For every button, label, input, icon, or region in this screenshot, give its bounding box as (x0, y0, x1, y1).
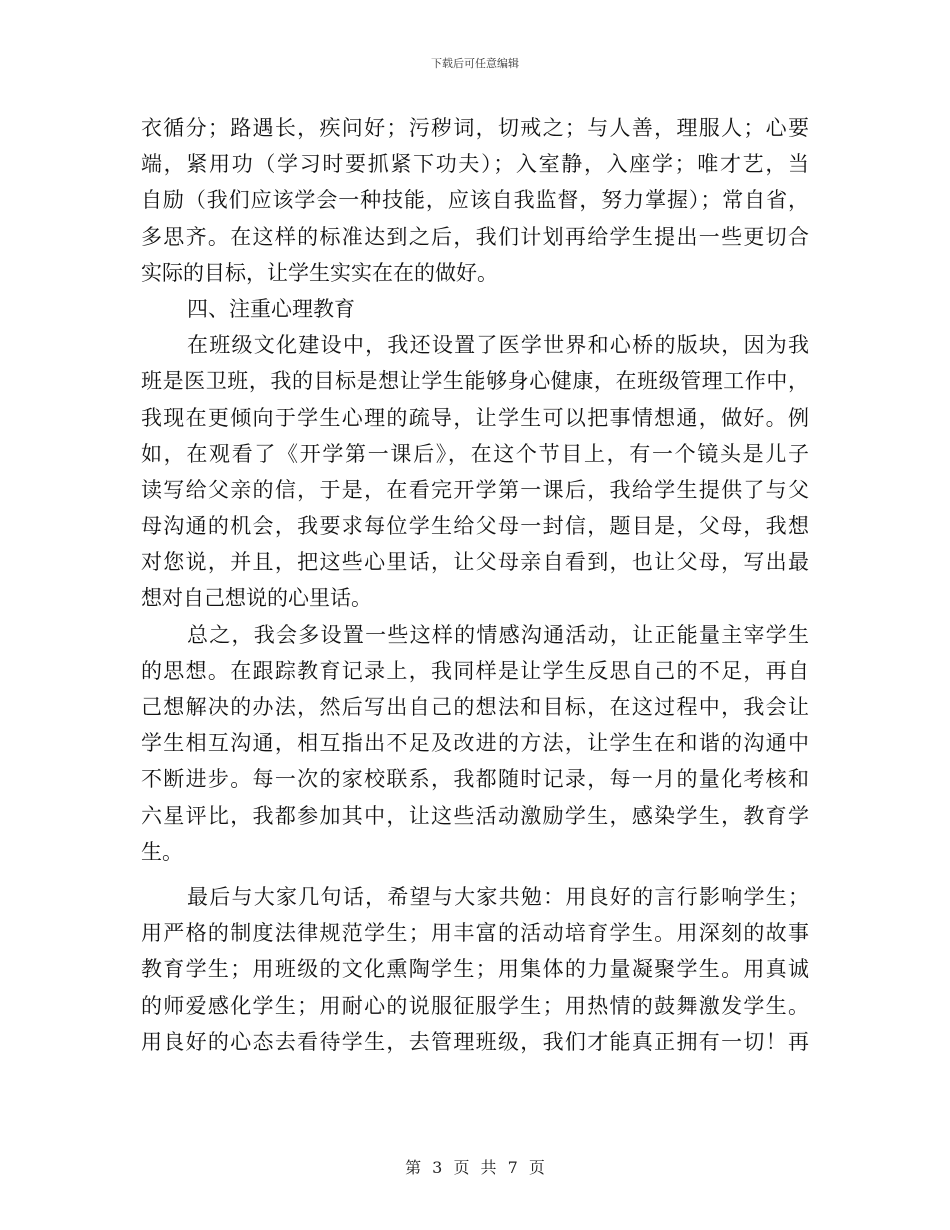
paragraph (141, 617, 809, 870)
text-line: 我现在更倾向于学生心理的疏导，让学生可以把事情想通，做好。例 (141, 405, 809, 430)
text-line: 实际的目标，让学生实实在在的做好。 (141, 260, 498, 285)
text-line: 的思想。在跟踪教育记录上，我同样是让学生反思自己的不足，再自 (141, 658, 809, 683)
text-line: 在班级文化建设中，我还设置了医学世界和心桥的版块，因为我 (187, 333, 809, 358)
paragraph (141, 879, 809, 1060)
text-line: 不断进步。每一次的家校联系，我都随时记录，每一月的量化考核和 (141, 767, 809, 792)
section-heading (141, 291, 809, 327)
paragraph-gap (141, 870, 809, 879)
text-line: 班是医卫班，我的目标是想让学生能够身心健康，在班级管理工作中， (141, 369, 809, 394)
document-body (141, 110, 809, 1060)
text-line: 对您说，并且，把这些心里话，让父母亲自看到，也让父母，写出最 (141, 550, 809, 575)
text-line: 用良好的心态去看待学生，去管理班级，我们才能真正拥有一切！再 (141, 1029, 809, 1054)
paragraph (141, 327, 809, 617)
text-line: 学生相互沟通，相互指出不足及改进的方法，让学生在和谐的沟通中 (141, 731, 809, 756)
paragraph (141, 110, 809, 291)
text-line: 生。 (141, 839, 183, 864)
page-header: 下载后可任意编辑 (431, 57, 519, 70)
text-line: 教育学生；用班级的文化熏陶学生；用集体的力量凝聚学生。用真诚 (141, 957, 809, 982)
text-line: 最后与大家几句话，希望与大家共勉：用良好的言行影响学生； (187, 884, 809, 909)
text-line: 母沟通的机会，我要求每位学生给父母一封信，题目是，父母，我想 (141, 514, 809, 539)
text-line: 想对自己想说的心里话。 (141, 586, 372, 611)
text-line: 总之，我会多设置一些这样的情感沟通活动，让正能量主宰学生 (187, 622, 809, 647)
text-line: 如，在观看了《开学第一课后》，在这个节目上，有一个镜头是儿子 (141, 441, 809, 466)
text-line: 自励（我们应该学会一种技能，应该自我监督，努力掌握）；常自省， (141, 188, 809, 213)
text-line: 端，紧用功（学习时要抓紧下功夫）；入室静，入座学；唯才艺，当 (141, 152, 809, 177)
text-line: 多思齐。在这样的标准达到之后，我们计划再给学生提出一些更切合 (141, 224, 809, 249)
text-line: 己想解决的办法，然后写出自己的想法和目标，在这过程中，我会让 (141, 695, 809, 719)
page-footer: 第 3 页 共 7 页 (405, 1158, 545, 1177)
text-line: 六星评比，我都参加其中，让这些活动激励学生，感染学生，教育学 (141, 803, 809, 828)
text-line: 的师爱感化学生；用耐心的说服征服学生；用热情的鼓舞激发学生。 (141, 993, 809, 1018)
text-line: 用严格的制度法律规范学生；用丰富的活动培育学生。用深刻的故事 (141, 921, 809, 946)
text-line: 衣循分；路遇长，疾问好；污秽词，切戒之；与人善，理服人；心要 (141, 116, 809, 140)
text-line: 读写给父亲的信，于是，在看完开学第一课后，我给学生提供了与父 (141, 477, 809, 502)
heading-text: 四、注重心理教育 (187, 296, 355, 321)
